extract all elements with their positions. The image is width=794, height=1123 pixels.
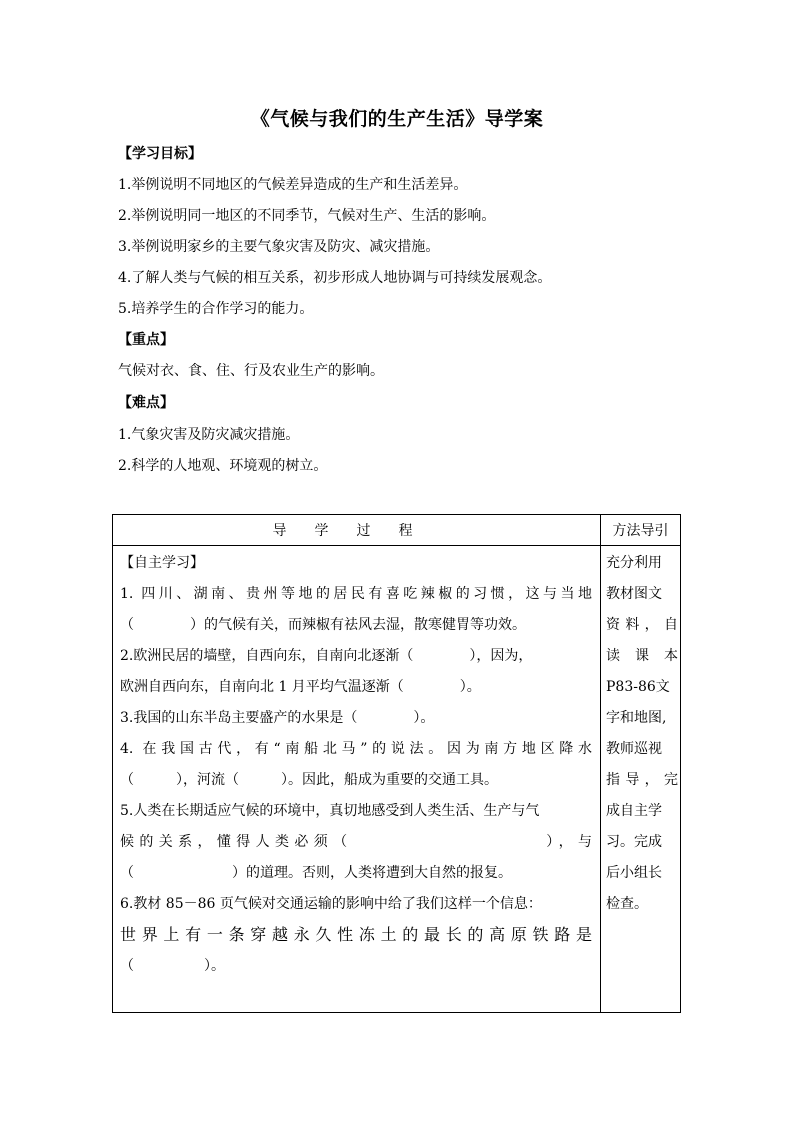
objective-item-5: 5.培养学生的合作学习的能力。: [118, 301, 314, 317]
question-6-line-1: 6.教材 85－86 页气候对交通运输的影响中给了我们这样一个信息：: [120, 896, 542, 912]
method-guide-line: 充分利用: [606, 555, 662, 571]
question-5-line-3: （ ）的道理。否则，人类将遭到大自然的报复。: [120, 865, 512, 881]
method-guide-line: 成自主学: [606, 803, 662, 819]
method-guide-line: 读课本: [606, 648, 678, 664]
question-2-line-2: 欧洲自西向东，自南向北 1 月平均气温逐渐（ ）。: [120, 679, 481, 695]
method-guide-line: 教师巡视: [606, 741, 662, 757]
self-study-heading: 【自主学习】: [120, 555, 204, 571]
method-guide-cell: [601, 546, 681, 1013]
key-point-text: 气候对衣、食、住、行及农业生产的影响。: [118, 363, 384, 379]
guide-process-cell: [113, 546, 601, 1013]
question-1-line-2: （ ）的气候有关，而辣椒有祛风去湿，散寒健胃等功效。: [120, 617, 526, 633]
objective-item-1: 1.举例说明不同地区的气候差异造成的生产和生活差异。: [118, 177, 468, 193]
header-guide-process: 导学过程: [113, 515, 601, 546]
method-guide-line: P83-86文: [606, 679, 670, 695]
key-point-heading: 【重点】: [118, 332, 174, 348]
objectives-heading: 【学习目标】: [118, 146, 202, 162]
question-5-line-2: 候的关系，懂得人类必须（ ），与: [120, 834, 592, 850]
difficulty-item-2: 2.科学的人地观、环境观的树立。: [118, 458, 328, 474]
objective-item-2: 2.举例说明同一地区的不同季节，气候对生产、生活的影响。: [118, 208, 496, 224]
method-guide-line: 资料，自: [606, 617, 678, 633]
header-method-guide: 方法导引: [601, 515, 681, 546]
method-guide-line: 后小组长: [606, 865, 662, 881]
method-guide-line: 字和地图,: [606, 710, 667, 726]
method-guide-line: 指导，完: [606, 772, 678, 788]
question-2-line-1: 2.欧洲民居的墙壁，自西向东，自南向北逐渐（ ），因为，: [120, 648, 533, 664]
objective-item-4: 4.了解人类与气候的相互关系，初步形成人地协调与可持续发展观念。: [118, 270, 552, 286]
question-3: 3.我国的山东半岛主要盛产的水果是（ ）。: [120, 710, 435, 726]
question-4-line-1: 4. 在我国古代，有“南船北马”的说法。因为南方地区降水: [120, 741, 592, 757]
method-guide-line: 教材图文: [606, 586, 662, 602]
difficulty-item-1: 1.气象灾害及防灾减灾措施。: [118, 427, 300, 443]
guide-table: [112, 514, 681, 1013]
question-6-line-3: （ ）。: [120, 958, 225, 974]
method-guide-line: 习。完成: [606, 834, 662, 850]
question-5-line-1: 5.人类在长期适应气候的环境中，真切地感受到人类生活、生产与气: [120, 803, 540, 819]
method-guide-line: 检查。: [606, 896, 648, 912]
question-1-line-1: 1. 四川、湖南、贵州等地的居民有喜吃辣椒的习惯，这与当地: [120, 586, 592, 602]
question-6-line-2: 世界上有一条穿越永久性冻土的最长的高原铁路是: [120, 925, 592, 944]
objective-item-3: 3.举例说明家乡的主要气象灾害及防灾、减灾措施。: [118, 239, 440, 255]
page-title: 《气候与我们的生产生活》导学案: [250, 108, 544, 130]
question-4-line-2: （ ），河流（ ）。因此，船成为重要的交通工具。: [120, 772, 498, 788]
difficulty-heading: 【难点】: [118, 395, 174, 411]
